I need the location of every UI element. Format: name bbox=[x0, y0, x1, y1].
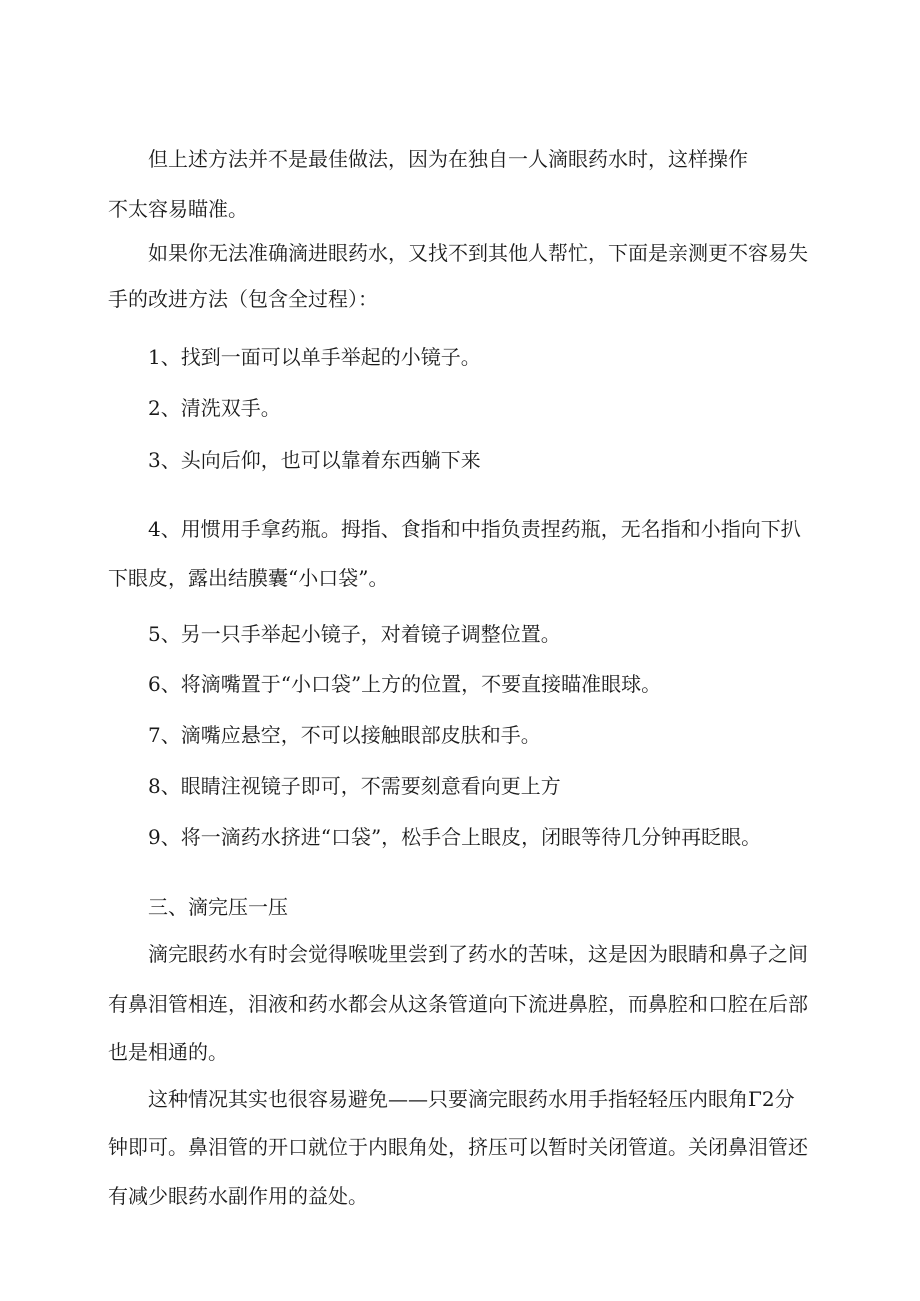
paragraph-bitter-taste-line-1: 滴完眼药水有时会觉得喉咙里尝到了药水的苦味，这是因为眼睛和鼻子之间 bbox=[148, 942, 808, 966]
step-8: 8、眼睛注视镜子即可，不需要刻意看向更上方 bbox=[148, 774, 561, 798]
section-heading: 三、滴完压一压 bbox=[148, 895, 288, 919]
paragraph-avoidance-line-3: 有减少眼药水副作用的益处。 bbox=[108, 1184, 368, 1208]
step-3: 3、头向后仰，也可以靠着东西躺下来 bbox=[148, 448, 481, 472]
step-2: 2、清洗双手。 bbox=[148, 396, 281, 420]
paragraph-improved-method-line-1: 如果你无法准确滴进眼药水，又找不到其他人帮忙，下面是亲测更不容易失 bbox=[148, 241, 808, 265]
step-4-line-1: 4、用惯用手拿药瓶。拇指、食指和中指负责捏药瓶，无名指和小指向下扒 bbox=[148, 517, 801, 541]
step-1: 1、找到一面可以单手举起的小镜子。 bbox=[148, 345, 481, 369]
paragraph-bitter-taste-line-3: 也是相通的。 bbox=[108, 1040, 228, 1064]
paragraph-intro-line-2: 不太容易瞄准。 bbox=[108, 197, 248, 221]
step-7: 7、滴嘴应悬空，不可以接触眼部皮肤和手。 bbox=[148, 723, 541, 747]
paragraph-intro-line-1: 但上述方法并不是最佳做法，因为在独自一人滴眼药水时，这样操作 bbox=[148, 147, 748, 171]
paragraph-improved-method-line-2: 手的改进方法（包含全过程）： bbox=[108, 287, 378, 311]
step-6: 6、将滴嘴置于“小口袋”上方的位置，不要直接瞄准眼球。 bbox=[148, 672, 662, 696]
paragraph-bitter-taste-line-2: 有鼻泪管相连，泪液和药水都会从这条管道向下流进鼻腔，而鼻腔和口腔在后部 bbox=[108, 992, 808, 1016]
step-9: 9、将一滴药水挤进“口袋”，松手合上眼皮，闭眼等待几分钟再眨眼。 bbox=[148, 825, 762, 849]
step-5: 5、另一只手举起小镜子，对着镜子调整位置。 bbox=[148, 622, 561, 646]
paragraph-avoidance-line-1: 这种情况其实也很容易避免——只要滴完眼药水用手指轻轻压内眼角Γ2分 bbox=[148, 1087, 795, 1111]
paragraph-avoidance-line-2: 钟即可。鼻泪管的开口就位于内眼角处，挤压可以暂时关闭管道。关闭鼻泪管还 bbox=[108, 1135, 808, 1159]
step-4-line-2: 下眼皮，露出结膜囊“小口袋”。 bbox=[108, 566, 389, 590]
